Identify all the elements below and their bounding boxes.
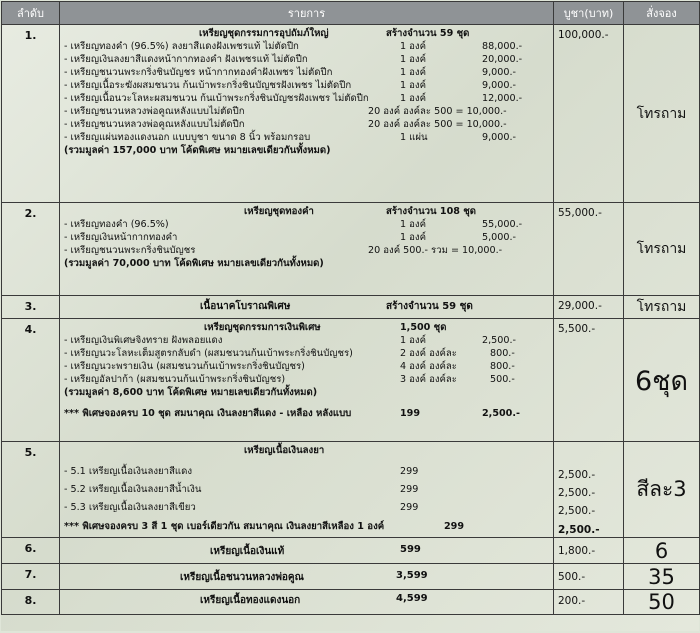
row-book[interactable] xyxy=(624,538,700,564)
row-detail xyxy=(60,538,554,564)
row-qty: 1,500 ชุด xyxy=(400,322,447,333)
list-item: - เหรียญเงินหน้ากากทองคำ 1 องค์ 5,000.- xyxy=(64,232,516,243)
order-table xyxy=(1,1,700,615)
list-item: - 5.3 เหรียญเนื้อเงินลงยาสีเขียว 299 xyxy=(64,502,419,513)
table-row xyxy=(2,590,700,615)
header-row xyxy=(2,2,700,25)
list-item: - เหรียญชนวนพระกริ่งชินบัญชร 20 องค์ 500.- รวม = 10,000.- xyxy=(64,245,503,256)
book-text: 35 xyxy=(648,564,675,589)
row-number: 7. xyxy=(2,564,60,590)
row-detail xyxy=(60,319,554,442)
header-price: บูชา(บาท) xyxy=(554,2,624,25)
book-text: โทรถาม xyxy=(636,105,687,122)
row-title: เนื้อนาคโบราณพิเศษ xyxy=(200,301,291,312)
list-item: - เหรียญชนวนหลวงพ่อคูณหลังแบบไม่ตัดปีก 20 องค์ องค์ละ 500 = 10,000.- xyxy=(64,106,507,117)
row-detail xyxy=(60,590,554,615)
list-item: - 5.1 เหรียญเนื้อเงินลงยาสีแดง 299 xyxy=(64,466,419,477)
row-number: 2. xyxy=(2,203,60,296)
row-qty: 3,599 xyxy=(396,570,428,581)
list-item: - เหรียญทองคำ (96.5%) 1 องค์ 55,000.- xyxy=(64,219,523,230)
row-book[interactable] xyxy=(624,203,700,296)
row-detail xyxy=(60,564,554,590)
list-item: - เหรียญชนวนหลวงพ่อคูณหลังแบบไม่ตัดปีก 20 องค์ องค์ละ 500 = 10,000.- xyxy=(64,119,507,130)
row-title: เหรียญชุดกรรมการเงินพิเศษ xyxy=(204,322,321,333)
row-title: เหรียญชุดกรรมการอุปถัมภ์ใหญ่ xyxy=(199,28,329,39)
row-title-line xyxy=(64,321,551,334)
row-price: 200.- xyxy=(554,590,624,615)
table-row xyxy=(2,296,700,319)
list-item: - 5.2 เหรียญเนื้อเงินลงยาสีน้ำเงิน 299 xyxy=(64,484,419,495)
book-text: สีละ3 xyxy=(636,477,687,501)
row-price: 2,500.- 2,500.- 2,500.- 2,500.- xyxy=(554,442,624,538)
row-qty: 599 xyxy=(400,544,421,555)
row-extra: *** พิเศษจองครบ 10 ชุด สมนาคุณ เงินลงยาสีแดง - เหลือง หลังแบบ 199 2,500.- xyxy=(64,408,520,419)
row-book[interactable] xyxy=(624,590,700,615)
row-qty: สร้างจำนวน 59 ชุด xyxy=(386,28,470,39)
row-number: 3. xyxy=(2,296,60,319)
book-text: 6 xyxy=(654,538,669,563)
row-qty: สร้างจำนวน 108 ชุด xyxy=(386,206,477,217)
row-price: 55,000.- xyxy=(554,203,624,296)
row-title: เหรียญเนื้อทองแดงนอก xyxy=(200,595,301,606)
row-number: 1. xyxy=(2,25,60,203)
book-text: โทรถาม xyxy=(636,299,687,315)
list-item: - เหรียญชนวนพระกริ่งชินบัญชร หน้ากากทองคำฝังเพชร ไม่ตัดปีก 1 องค์ 9,000.- xyxy=(64,67,516,78)
list-item: - เหรียญเงินพิเศษจิงทราย ฝังพลอยแดง 1 องค์ 2,500.- xyxy=(64,335,516,346)
row-title: เหรียญเนื้อเงินลงยา xyxy=(244,445,325,456)
list-item: - เหรียญนวะโลหะเต็มสูตรกลับดำ (ผสมชนวนก้นเบ้าพระกริ่งชินบัญชร) 2 องค์ องค์ละ 800.- xyxy=(64,348,515,359)
table-row xyxy=(2,203,700,296)
row-note: (รวมมูลค่า 157,000 บาท โค้ดพิเศษ หมายเลขเดียวกันทั้งหมด) xyxy=(64,145,331,156)
book-text: โทรถาม xyxy=(636,241,687,257)
row-extra: *** พิเศษจองครบ 3 สี 1 ชุด เบอร์เดียวกัน สมนาคุณ เงินลงยาสีเหลือง 1 องค์ 299 xyxy=(64,521,465,532)
table-row xyxy=(2,564,700,590)
header-item: รายการ xyxy=(60,2,554,25)
price-list-sheet xyxy=(1,1,699,631)
header-no: ลำดับ xyxy=(2,2,60,25)
row-title: เหรียญชุดทองคำ xyxy=(244,206,314,217)
book-text: 50 xyxy=(648,590,675,614)
list-item: - เหรียญแผ่นทองแดงนอก แบบบูชา ขนาด 8 นิ้ว พร้อมกรอบ 1 แผ่น 9,000.- xyxy=(64,132,516,143)
row-detail xyxy=(60,296,554,319)
row-title: เหรียญเนื้อเงินแท้ xyxy=(210,546,285,557)
row-price: 5,500.- xyxy=(554,319,624,442)
book-text: 6ชุด xyxy=(634,365,689,397)
list-item: - เหรียญเงินลงยาสีแดงหน้ากากทองคำ ฝังเพชรแท้ ไม่ตัดปีก 1 องค์ 20,000.- xyxy=(64,54,523,65)
row-title-line xyxy=(64,444,551,457)
row-number: 4. xyxy=(2,319,60,442)
row-book[interactable] xyxy=(624,296,700,319)
row-price: 1,800.- xyxy=(554,538,624,564)
list-item: - เหรียญเนื้อระฆังผสมชนวน ก้นเบ้าพระกริ่งชินบัญชรฝังเพชร ไม่ตัดปีก 1 องค์ 9,000.- xyxy=(64,80,516,91)
row-number: 8. xyxy=(2,590,60,615)
row-book[interactable] xyxy=(624,319,700,442)
header-book: สั่งจอง xyxy=(624,2,700,25)
row-qty: สร้างจำนวน 59 ชุด xyxy=(386,301,473,312)
row-note: (รวมมูลค่า 8,600 บาท โค้ดพิเศษ หมายเลขเดียวกันทั้งหมด) xyxy=(64,387,318,398)
row-note: (รวมมูลค่า 70,000 บาท โค้ดพิเศษ หมายเลขเดียวกันทั้งหมด) xyxy=(64,258,324,269)
row-detail xyxy=(60,25,554,203)
row-title: เหรียญเนื้อชนวนหลวงพ่อคูณ xyxy=(180,572,304,583)
list-item: - เหรียญเนื้อนวะโลหะผสมชนวน ก้นเบ้าพระกริ่งชินบัญชรฝังเพชร ไม่ตัดปีก 1 องค์ 12,000.- xyxy=(64,93,523,104)
row-price: 100,000.- xyxy=(554,25,624,203)
row-title-line xyxy=(64,27,551,40)
row-title-line xyxy=(64,205,551,218)
row-book[interactable] xyxy=(624,564,700,590)
table-row xyxy=(2,442,700,538)
row-detail xyxy=(60,442,554,538)
row-price: 500.- xyxy=(554,564,624,590)
row-detail xyxy=(60,203,554,296)
row-qty: 4,599 xyxy=(396,593,428,604)
table-row xyxy=(2,319,700,442)
list-item: - เหรียญทองคำ (96.5%) ลงยาสีแดงฝังเพชรแท้ ไม่ตัดปีก 1 องค์ 88,000.- xyxy=(64,41,523,52)
list-item: - เหรียญอัลปาก้า (ผสมชนวนก้นเบ้าพระกริ่งชินบัญชร) 3 องค์ องค์ละ 500.- xyxy=(64,374,515,385)
row-price: 29,000.- xyxy=(554,296,624,319)
row-book[interactable] xyxy=(624,25,700,203)
table-row xyxy=(2,25,700,203)
row-book[interactable] xyxy=(624,442,700,538)
row-number: 6. xyxy=(2,538,60,564)
row-number: 5. xyxy=(2,442,60,538)
table-row xyxy=(2,538,700,564)
list-item: - เหรียญนวะพรายเงิน (ผสมชนวนก้นเบ้าพระกริ่งชินบัญชร) 4 องค์ องค์ละ 800.- xyxy=(64,361,515,372)
